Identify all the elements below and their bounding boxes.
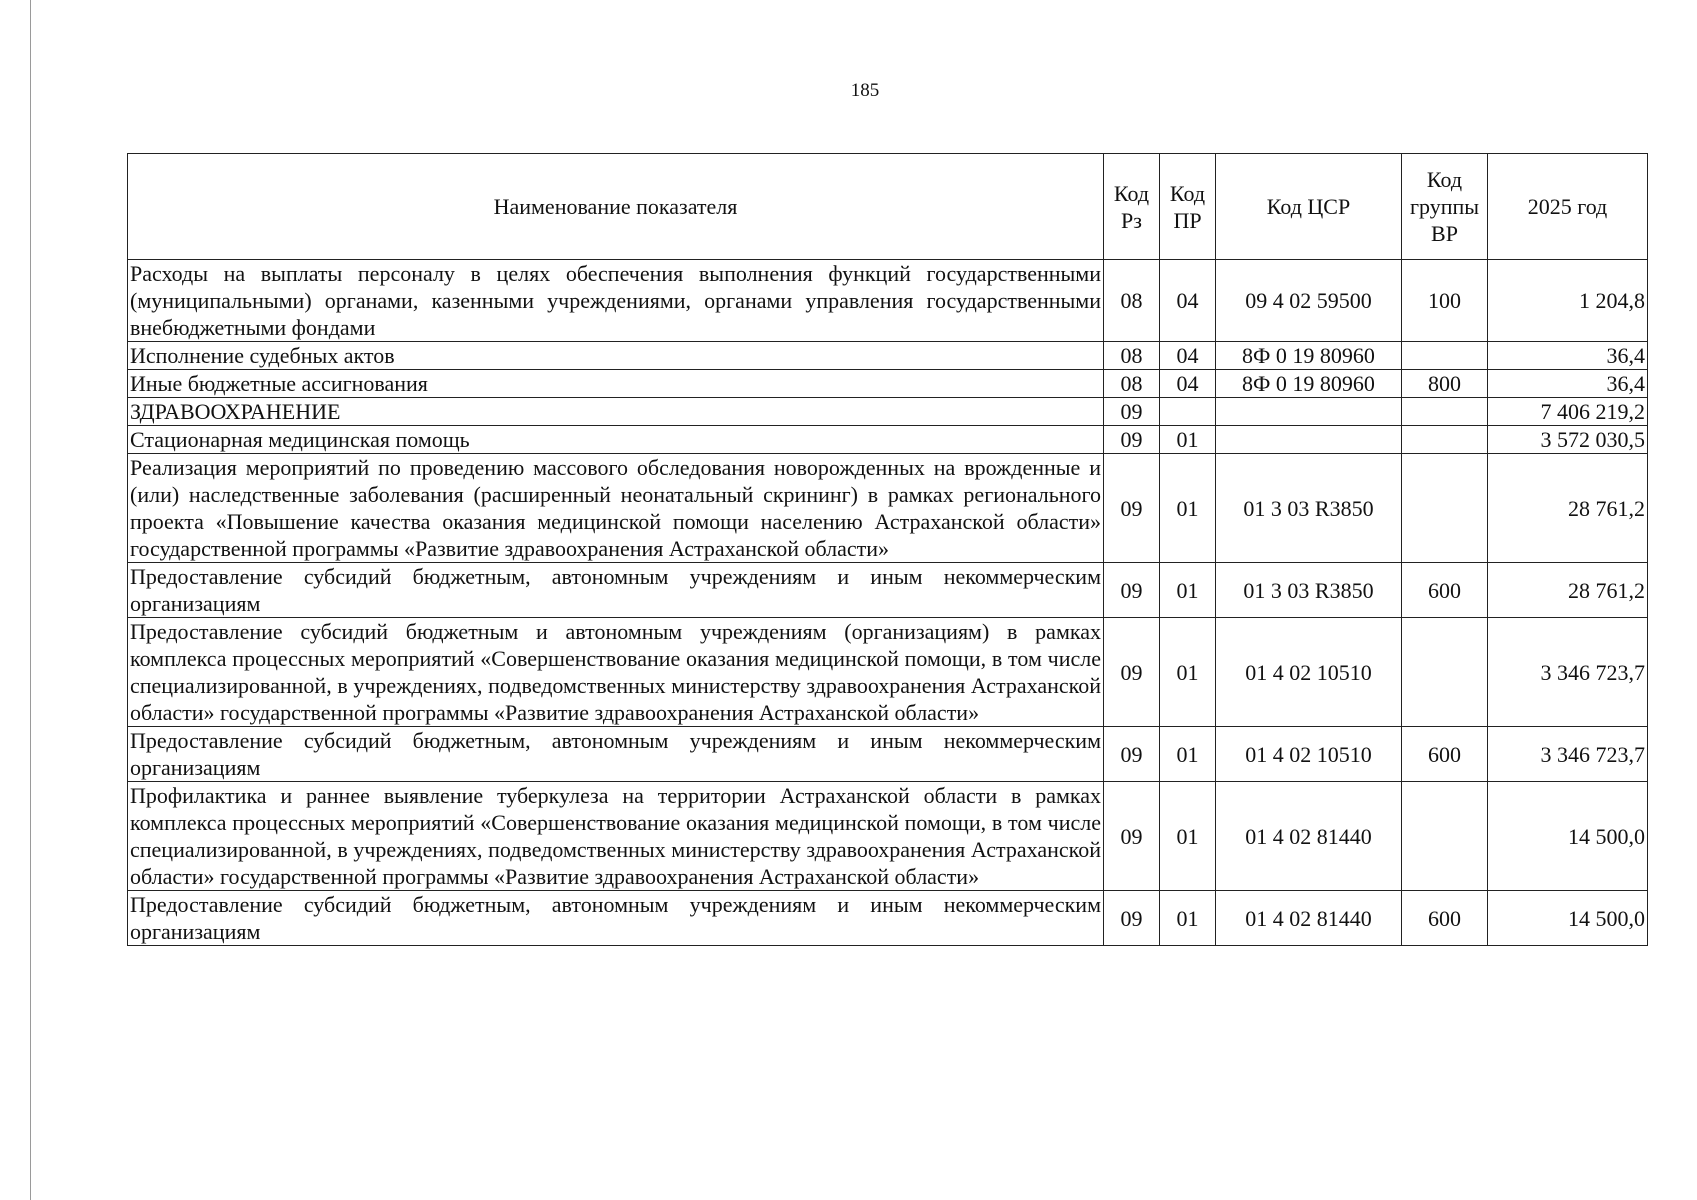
cell-amount: 3 346 723,7: [1488, 727, 1648, 782]
scan-edge-line: [30, 0, 31, 1200]
header-vr-line-3: ВР: [1431, 221, 1458, 246]
header-pr-line-2: ПР: [1173, 207, 1202, 233]
cell-pr: 01: [1160, 426, 1216, 454]
cell-pr: 01: [1160, 454, 1216, 563]
cell-vr: [1402, 454, 1488, 563]
header-rz-line-1: Код: [1113, 180, 1150, 206]
cell-pr: 04: [1160, 260, 1216, 342]
cell-name: Исполнение судебных актов: [128, 342, 1104, 370]
cell-pr: 01: [1160, 891, 1216, 946]
cell-pr: 01: [1160, 618, 1216, 727]
cell-csr: 01 3 03 R3850: [1216, 563, 1402, 618]
table-row: [128, 782, 1648, 891]
cell-rz: 08: [1104, 342, 1160, 370]
cell-vr: 100: [1402, 260, 1488, 342]
header-rz: [1104, 154, 1160, 260]
cell-amount: 28 761,2: [1488, 563, 1648, 618]
page-number: 185: [850, 80, 880, 101]
table-row: [128, 260, 1648, 342]
header-vr-line-1: Код: [1426, 167, 1463, 192]
table-row: [128, 370, 1648, 398]
cell-rz: 08: [1104, 370, 1160, 398]
cell-pr: 01: [1160, 563, 1216, 618]
cell-csr: 01 4 02 10510: [1216, 727, 1402, 782]
table-row: [128, 618, 1648, 727]
cell-csr: 01 4 02 10510: [1216, 618, 1402, 727]
cell-name: Стационарная медицинская помощь: [128, 426, 1104, 454]
cell-rz: 09: [1104, 426, 1160, 454]
cell-csr: 01 3 03 R3850: [1216, 454, 1402, 563]
cell-amount: 36,4: [1488, 370, 1648, 398]
cell-rz: 09: [1104, 727, 1160, 782]
cell-name: Предоставление субсидий бюджетным и автономным учреждениям (организациям) в рамках комплекса процессных мероприятий «Совершенствование оказания медицинской помощи, в том числе специализированной, в учреждениях, подведомственных министерству здравоохранения Астраханской области» государственной программы «Развитие здравоохранения Астраханской области»: [128, 618, 1104, 727]
cell-name: Реализация мероприятий по проведению массового обследования новорожденных на врожденные и (или) наследственные заболевания (расширенный неонатальный скрининг) в рамках регионального проекта «Повышение качества оказания медицинской помощи населению Астраханской области» государственной программы «Развитие здравоохранения Астраханской области»: [128, 454, 1104, 563]
cell-csr: 09 4 02 59500: [1216, 260, 1402, 342]
header-vr-line-2: группы: [1409, 194, 1480, 219]
table-row: [128, 398, 1648, 426]
cell-name: ЗДРАВООХРАНЕНИЕ: [128, 398, 1104, 426]
cell-pr: 01: [1160, 782, 1216, 891]
cell-amount: 36,4: [1488, 342, 1648, 370]
header-vr: [1402, 154, 1488, 260]
cell-amount: 1 204,8: [1488, 260, 1648, 342]
cell-vr: [1402, 342, 1488, 370]
header-name: Наименование показателя: [128, 154, 1104, 260]
cell-rz: 09: [1104, 454, 1160, 563]
cell-rz: 09: [1104, 782, 1160, 891]
cell-rz: 08: [1104, 260, 1160, 342]
cell-vr: 800: [1402, 370, 1488, 398]
cell-name: Расходы на выплаты персоналу в целях обеспечения выполнения функций государственными (муниципальными) органами, казенными учреждениями, органами управления государственными внебюджетными фондами: [128, 260, 1104, 342]
cell-name: Предоставление субсидий бюджетным, автономным учреждениям и иным некоммерческим организациям: [128, 563, 1104, 618]
cell-name: Иные бюджетные ассигнования: [128, 370, 1104, 398]
cell-name: Предоставление субсидий бюджетным, автономным учреждениям и иным некоммерческим организациям: [128, 891, 1104, 946]
table-row: [128, 891, 1648, 946]
cell-amount: 3 346 723,7: [1488, 618, 1648, 727]
table-row: [128, 727, 1648, 782]
cell-vr: [1402, 426, 1488, 454]
header-csr: Код ЦСР: [1216, 154, 1402, 260]
cell-pr: 04: [1160, 370, 1216, 398]
header-pr-line-1: Код: [1169, 180, 1206, 206]
budget-table: [127, 153, 1648, 946]
cell-csr: 8Ф 0 19 80960: [1216, 370, 1402, 398]
cell-csr: 8Ф 0 19 80960: [1216, 342, 1402, 370]
header-pr: [1160, 154, 1216, 260]
cell-vr: [1402, 782, 1488, 891]
cell-rz: 09: [1104, 398, 1160, 426]
table-row: [128, 454, 1648, 563]
cell-name: Профилактика и раннее выявление туберкулеза на территории Астраханской области в рамках комплекса процессных мероприятий «Совершенствование оказания медицинской помощи, в том числе специализированной, в учреждениях, подведомственных министерству здравоохранения Астраханской области» государственной программы «Развитие здравоохранения Астраханской области»: [128, 782, 1104, 891]
cell-vr: [1402, 618, 1488, 727]
cell-pr: [1160, 398, 1216, 426]
cell-vr: [1402, 398, 1488, 426]
cell-csr: [1216, 398, 1402, 426]
cell-csr: [1216, 426, 1402, 454]
header-amount: 2025 год: [1488, 154, 1648, 260]
cell-csr: 01 4 02 81440: [1216, 891, 1402, 946]
cell-vr: 600: [1402, 891, 1488, 946]
table-row: [128, 563, 1648, 618]
cell-amount: 7 406 219,2: [1488, 398, 1648, 426]
cell-amount: 28 761,2: [1488, 454, 1648, 563]
header-rz-line-2: Рз: [1121, 207, 1142, 233]
cell-pr: 01: [1160, 727, 1216, 782]
cell-rz: 09: [1104, 891, 1160, 946]
cell-pr: 04: [1160, 342, 1216, 370]
cell-amount: 14 500,0: [1488, 782, 1648, 891]
cell-name: Предоставление субсидий бюджетным, автономным учреждениям и иным некоммерческим организациям: [128, 727, 1104, 782]
cell-amount: 3 572 030,5: [1488, 426, 1648, 454]
cell-vr: 600: [1402, 563, 1488, 618]
table-header-row: [128, 154, 1648, 260]
cell-vr: 600: [1402, 727, 1488, 782]
cell-csr: 01 4 02 81440: [1216, 782, 1402, 891]
cell-rz: 09: [1104, 618, 1160, 727]
cell-amount: 14 500,0: [1488, 891, 1648, 946]
table-row: [128, 342, 1648, 370]
table-row: [128, 426, 1648, 454]
cell-rz: 09: [1104, 563, 1160, 618]
